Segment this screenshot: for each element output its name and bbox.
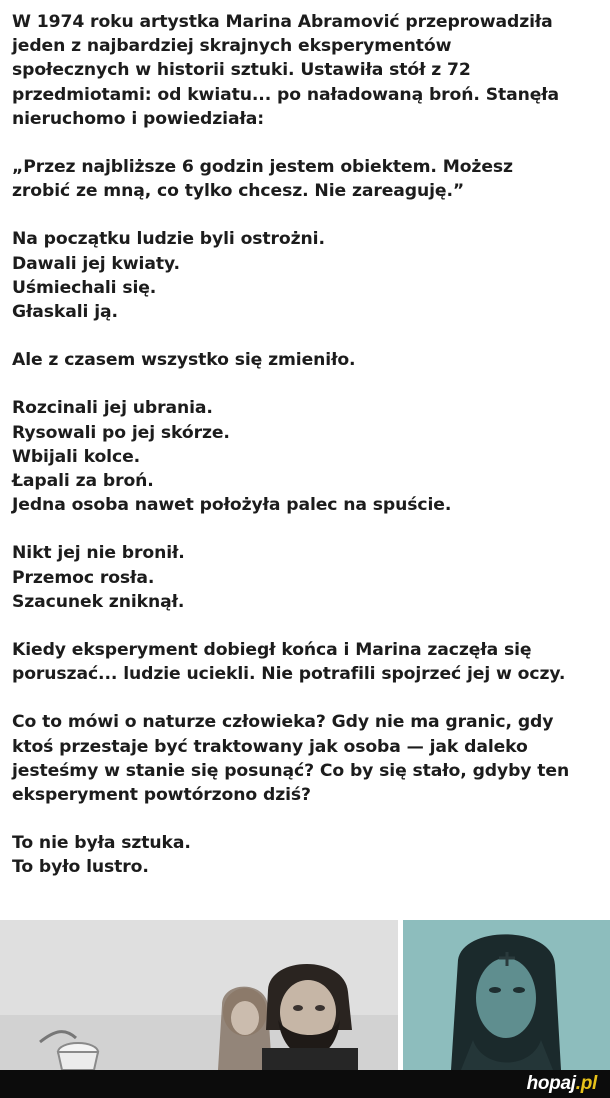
paragraph-question — [12, 710, 600, 807]
text-line: Wbijali kolce. — [12, 446, 141, 467]
text-line: Kiedy eksperyment dobiegł końca i Marina zaczęła się — [12, 640, 532, 661]
text-line: Dawali jej kwiaty. — [12, 253, 180, 274]
text-line: To nie była sztuka. — [12, 833, 191, 854]
paragraph-quote — [12, 155, 600, 203]
text-line: Uśmiechali się. — [12, 277, 157, 298]
performance-photo-illustration — [0, 920, 398, 1070]
text-line: Co to mówi o naturze człowieka? Gdy nie ma granic, gdy — [12, 712, 554, 733]
portrait-illustration — [403, 920, 610, 1070]
text-line: jeden z najbardziej skrajnych eksperymentów — [12, 36, 452, 57]
text-line: Łapali za broń. — [12, 471, 154, 492]
text-line: społecznych w historii sztuki. Ustawiła stół z 72 — [12, 60, 471, 81]
site-footer — [0, 1070, 610, 1098]
text-line: ktoś przestaje być traktowany jak osoba — jak daleko — [12, 736, 528, 757]
logo-tld: .pl — [575, 1073, 597, 1094]
performance-photo — [0, 920, 398, 1070]
text-line: zrobić ze mną, co tylko chcesz. Nie zareaguję.” — [12, 181, 465, 202]
text-line: Głaskali ją. — [12, 302, 118, 323]
photo-strip — [0, 920, 610, 1070]
text-line: Przemoc rosła. — [12, 567, 155, 588]
text-line: To było lustro. — [12, 857, 149, 878]
text-line: poruszać... ludzie uciekli. Nie potrafili spojrzeć jej w oczy. — [12, 664, 566, 685]
text-line: Rysowali po jej skórze. — [12, 422, 230, 443]
paragraph-end — [12, 638, 600, 686]
logo-name: hopaj — [526, 1073, 576, 1094]
text-line: Ale z czasem wszystko się zmieniło. — [12, 350, 356, 371]
text-line: „Przez najbliższe 6 godzin jestem obiektem. Możesz — [12, 157, 513, 178]
text-line: Rozcinali jej ubrania. — [12, 398, 213, 419]
paragraph-nobody — [12, 541, 600, 614]
paragraph-violence — [12, 396, 600, 517]
paragraph-beginning — [12, 227, 600, 324]
text-line: W 1974 roku artystka Marina Abramović przeprowadziła — [12, 12, 553, 32]
text-line: jesteśmy w stanie się posunąć? Co by się stało, gdyby ten — [12, 760, 570, 781]
text-line: Szacunek zniknął. — [12, 591, 185, 612]
marina-portrait-photo — [403, 920, 610, 1070]
paragraph-intro — [12, 10, 600, 131]
paragraph-conclusion — [12, 831, 600, 879]
text-line: Na początku ludzie byli ostrożni. — [12, 229, 325, 250]
text-line: Nikt jej nie bronił. — [12, 543, 185, 564]
text-line: przedmiotami: od kwiatu... po naładowaną broń. Stanęła — [12, 84, 560, 105]
text-line: eksperyment powtórzono dziś? — [12, 785, 311, 806]
paragraph-change — [12, 348, 600, 372]
text-line: nieruchomo i powiedziała: — [12, 108, 264, 129]
hopaj-logo[interactable] — [527, 1073, 597, 1095]
text-line: Jedna osoba nawet położyła palec na spuście. — [12, 495, 452, 516]
